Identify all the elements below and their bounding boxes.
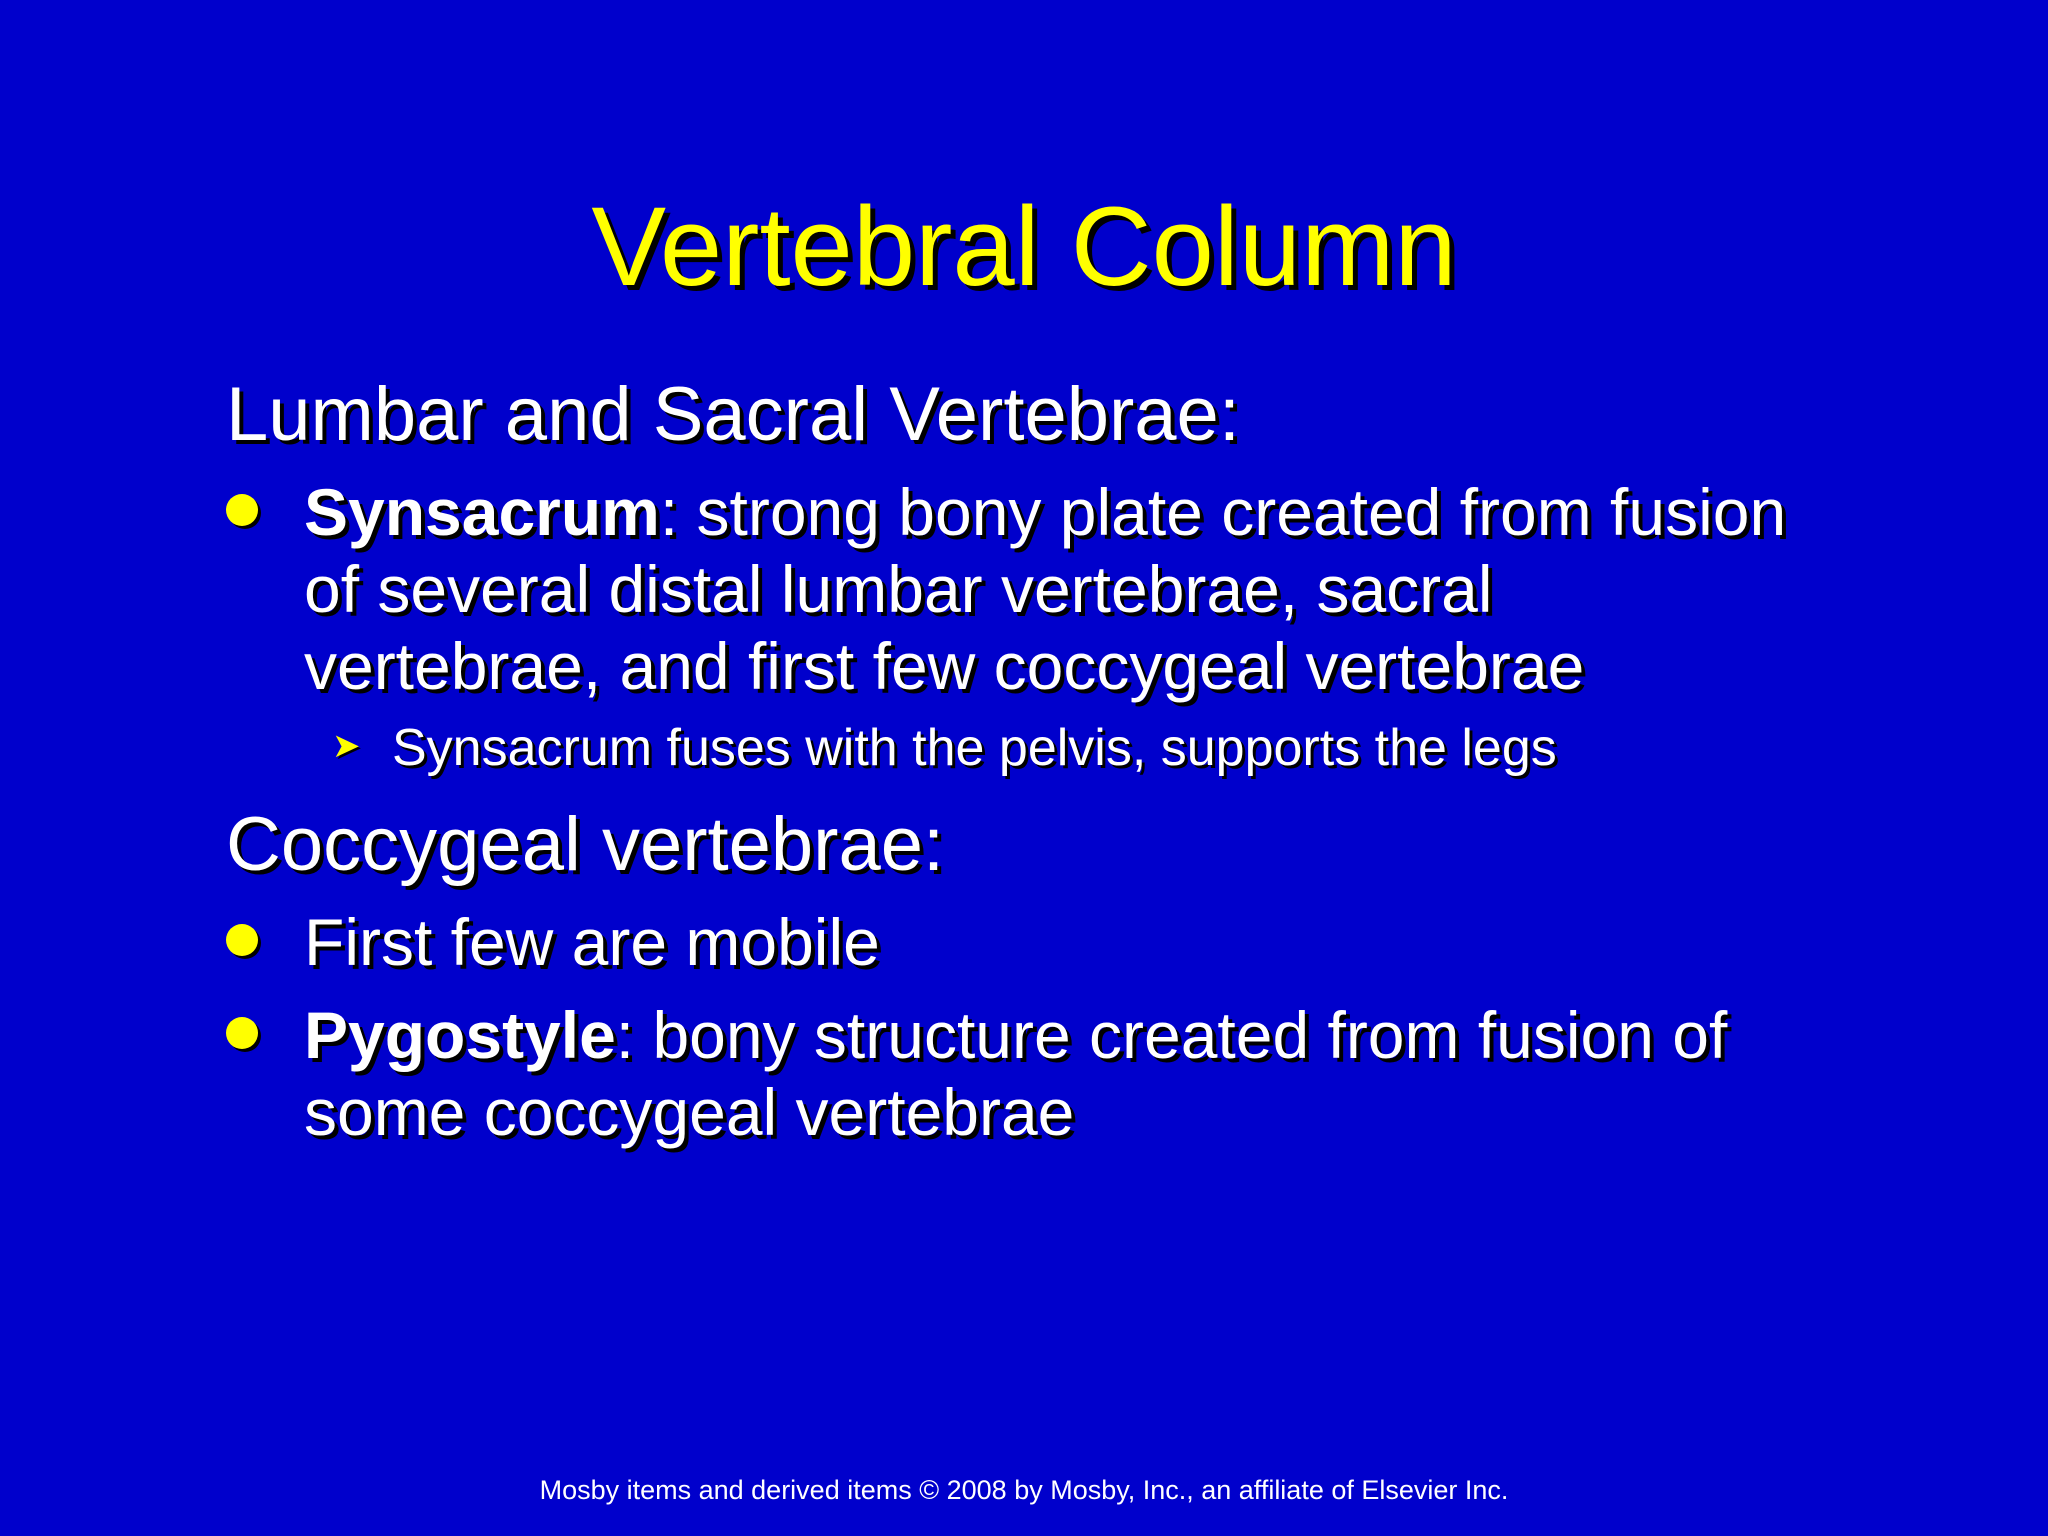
bullet-text: First few are mobile [304,905,880,979]
bullet-dot-icon [226,494,258,526]
bullet-term: Synsacrum [304,475,660,549]
bullet-dot-icon [226,924,258,956]
bullet-definition: : strong bony plate created from fusion of several distal lumbar vertebrae, sacral vertebrae, and first few coccygeal vertebrae [304,475,1787,703]
bullet-synsacrum [226,474,1806,705]
bullet-definition: : bony structure created from fusion of some coccygeal vertebrae [304,998,1728,1149]
section-heading-coccygeal: Coccygeal vertebrae: [226,802,945,887]
sub-bullet-text: Synsacrum fuses with the pelvis, supports the legs [392,719,1557,777]
bullet-term: Pygostyle [304,998,616,1072]
slide-title: Vertebral Column [591,184,1457,309]
bullet-first-few-mobile [226,904,1806,981]
section-heading-lumbar-sacral: Lumbar and Sacral Vertebrae: [226,372,1240,457]
bullet-pygostyle [226,997,1806,1151]
arrow-bullet-icon: ➤ [332,727,361,765]
bullet-dot-icon [226,1017,258,1049]
bullet-text [304,997,1806,1151]
sub-bullet-synsacrum-pelvis [332,716,1832,780]
bullet-text [304,474,1806,705]
copyright-footer: Mosby items and derived items © 2008 by Mosby, Inc., an affiliate of Elsevier Inc. [539,1475,1509,1505]
